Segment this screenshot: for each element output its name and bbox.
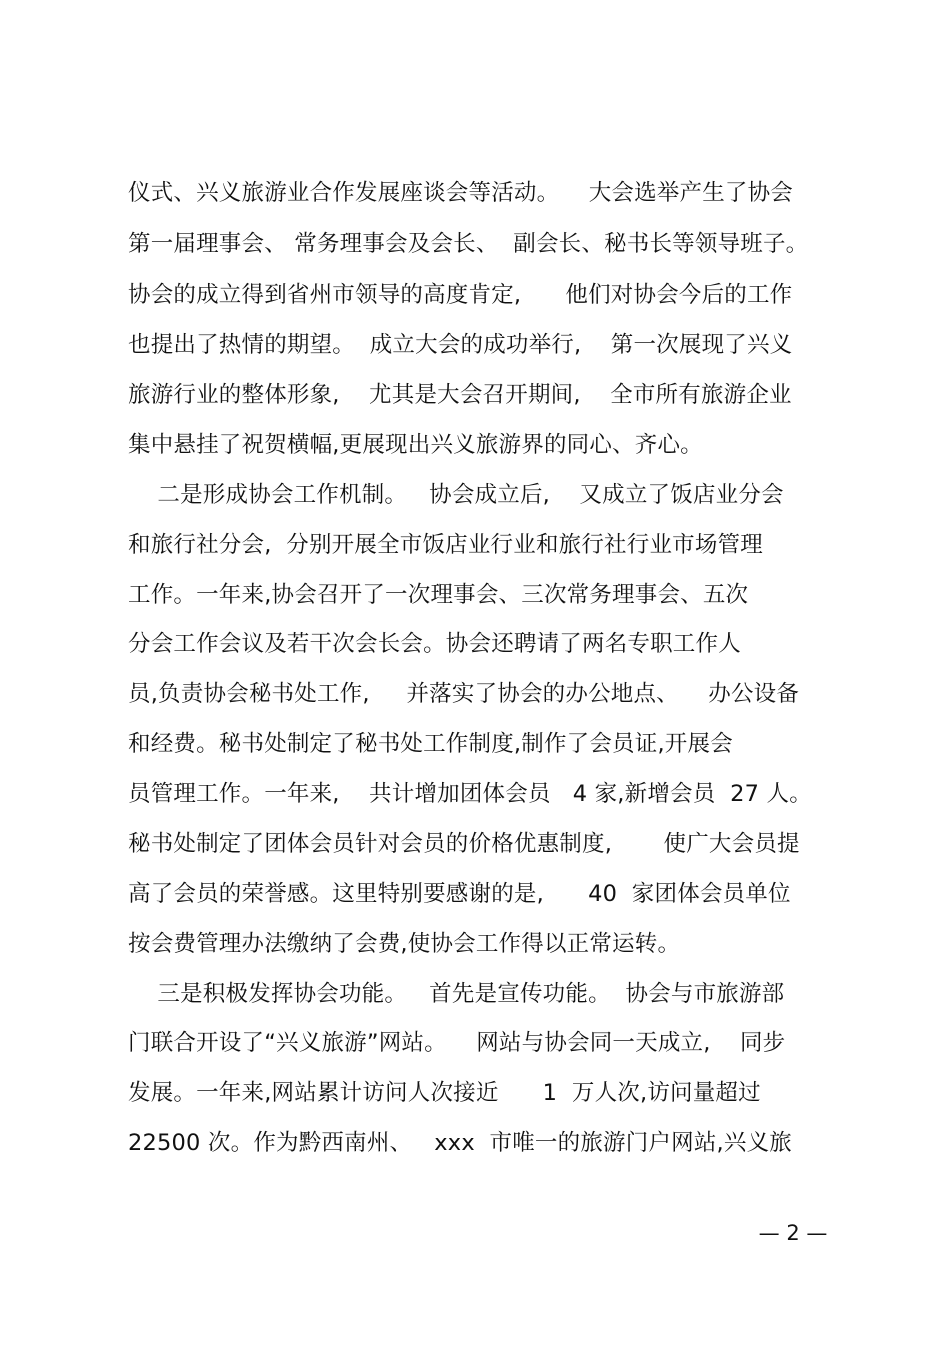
- text-line: 员,负责协会秘书处工作, 并落实了协会的办公地点、 办公设备: [128, 681, 800, 707]
- text-line: 和经费。秘书处制定了秘书处工作制度,制作了会员证,开展会: [128, 731, 733, 757]
- text-line: 第一届理事会、 常务理事会及会长、 副会长、秘书长等领导班子。: [128, 231, 809, 257]
- text-line: 和旅行社分会, 分别开展全市饭店业行业和旅行社行业市场管理: [128, 532, 763, 558]
- text-line: 秘书处制定了团体会员针对会员的价格优惠制度, 使广大会员提: [128, 831, 800, 857]
- page-number: — 2 —: [758, 1221, 828, 1245]
- text-line: 22500 次。作为黔西南州、 xxx 市唯一的旅游门户网站,兴义旅: [128, 1130, 792, 1156]
- text-line: 三是积极发挥协会功能。 首先是宣传功能。 协会与市旅游部: [128, 981, 785, 1007]
- text-line: 门联合开设了“兴义旅游”网站。 网站与协会同一天成立, 同步: [128, 1030, 786, 1056]
- text-line: 发展。一年来,网站累计访问人次接近 1 万人次,访问量超过: [128, 1080, 761, 1106]
- text-line: 高了会员的荣誉感。这里特别要感谢的是, 40 家团体会员单位: [128, 881, 791, 907]
- text-line: 也提出了热情的期望。 成立大会的成功举行, 第一次展现了兴义: [128, 332, 793, 358]
- text-line: 二是形成协会工作机制。 协会成立后, 又成立了饭店业分会: [128, 482, 784, 508]
- text-line: 分会工作会议及若干次会长会。协会还聘请了两名专职工作人: [128, 631, 741, 657]
- text-line: 按会费管理办法缴纳了会费,使协会工作得以正常运转。: [128, 931, 681, 957]
- text-line: 仪式、兴义旅游业合作发展座谈会等活动。 大会选举产生了协会: [128, 180, 794, 206]
- text-line: 集中悬挂了祝贺横幅,更展现出兴义旅游界的同心、齐心。: [128, 432, 703, 458]
- text-line: 工作。一年来,协会召开了一次理事会、三次常务理事会、五次: [128, 582, 749, 608]
- text-line: 协会的成立得到省州市领导的高度肯定, 他们对协会今后的工作: [128, 282, 793, 308]
- text-line: 员管理工作。一年来, 共计增加团体会员 4 家,新增会员 27 人。: [128, 781, 812, 807]
- text-line: 旅游行业的整体形象, 尤其是大会召开期间, 全市所有旅游企业: [128, 382, 792, 408]
